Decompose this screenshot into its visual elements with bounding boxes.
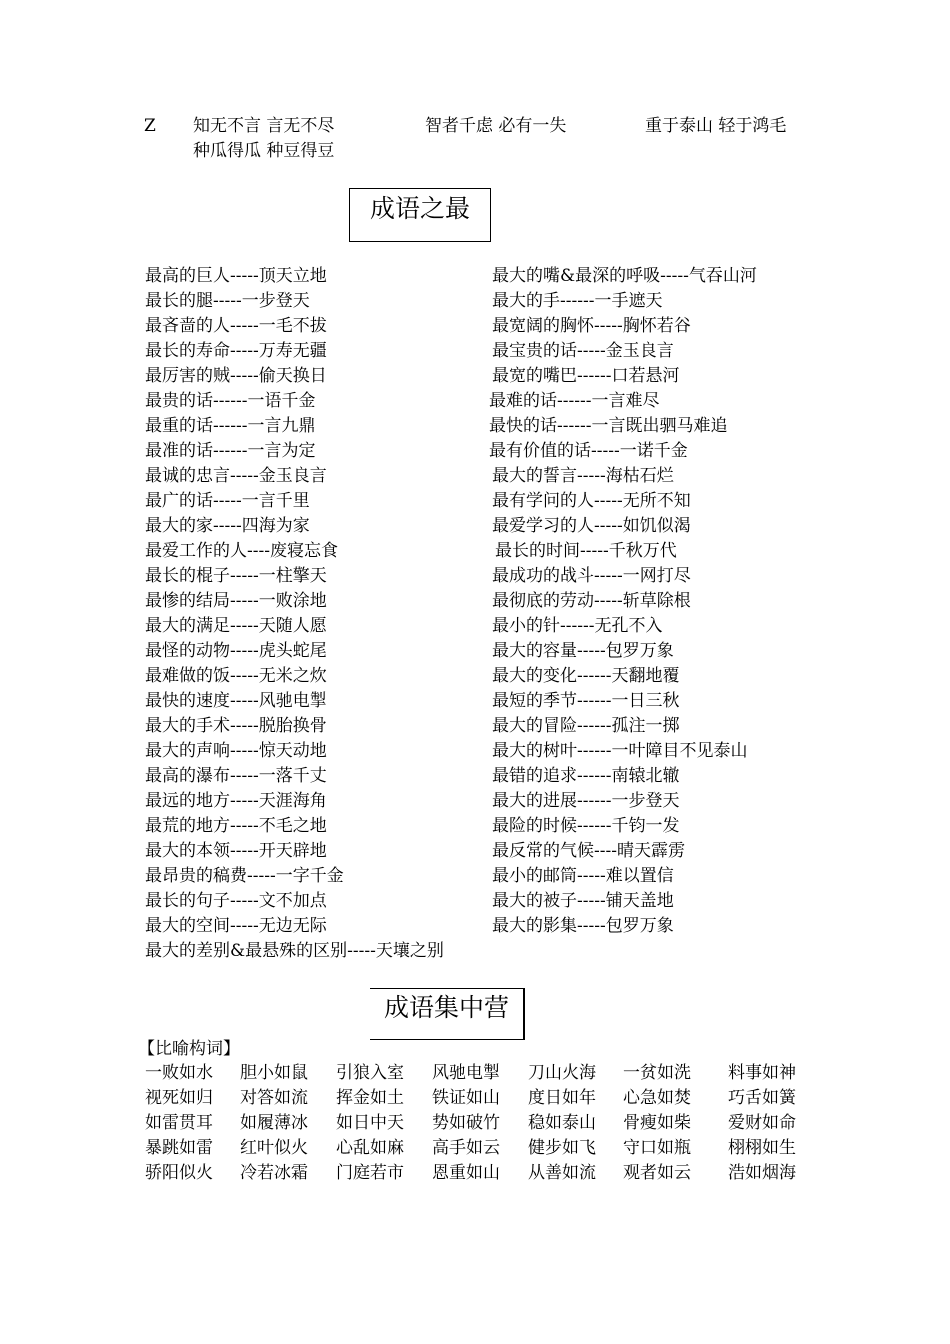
- list-item: 最反常的气候----晴天霹雳: [492, 841, 685, 861]
- list-item: 最快的话------一言既出驷马难追: [489, 416, 728, 436]
- idiom-cell: 引狼入室: [336, 1063, 404, 1083]
- list-item: 最大的嘴&最深的呼吸-----气吞山河: [492, 266, 757, 286]
- list-item: 最吝啬的人-----一毛不拔: [145, 316, 327, 336]
- idiom-cell: 门庭若市: [336, 1163, 404, 1183]
- list-item: 最大的容量-----包罗万象: [492, 641, 674, 661]
- list-item: 最长的腿-----一步登天: [145, 291, 310, 311]
- idiom-cell: 铁证如山: [432, 1088, 500, 1108]
- idiom-cell: 浩如烟海: [728, 1163, 796, 1183]
- idiom-cell: 骨瘦如柴: [623, 1113, 691, 1133]
- idiom-cell: 心急如焚: [623, 1088, 691, 1108]
- idiom-cell: 稳如泰山: [528, 1113, 596, 1133]
- list-item: 最长的棍子-----一柱擎天: [145, 566, 327, 586]
- list-item: 最怪的动物-----虎头蛇尾: [145, 641, 327, 661]
- list-item: 最大的满足-----天随人愿: [145, 616, 327, 636]
- list-item: 最大的空间-----无边无际: [145, 916, 327, 936]
- intro-item-2: 智者千虑 必有一失: [425, 116, 567, 136]
- list-item: 最快的速度-----风驰电掣: [145, 691, 327, 711]
- list-item: 最小的针------无孔不入: [492, 616, 663, 636]
- idiom-cell: 如雷贯耳: [145, 1113, 213, 1133]
- idiom-cell: 高手如云: [432, 1138, 500, 1158]
- list-item: 最大的誓言-----海枯石烂: [492, 466, 674, 486]
- idiom-cell: 如日中天: [336, 1113, 404, 1133]
- list-item: 最有价值的话-----一诺千金: [489, 441, 688, 461]
- idiom-cell: 一贫如洗: [623, 1063, 691, 1083]
- intro-item-1: 知无不言 言无不尽: [193, 116, 335, 136]
- idiom-cell: 视死如归: [145, 1088, 213, 1108]
- section-title: 成语之最: [369, 194, 470, 223]
- list-item: 最小的邮筒-----难以置信: [492, 866, 674, 886]
- idiom-cell: 冷若冰霜: [240, 1163, 308, 1183]
- list-item: 最险的时候------千钧一发: [492, 816, 680, 836]
- intro-item-3: 重于泰山 轻于鸿毛: [645, 116, 787, 136]
- list-item: 最大的声响-----惊天动地: [145, 741, 327, 761]
- section-title-2: 成语集中营: [383, 993, 509, 1022]
- list-item: 最有学问的人-----无所不知: [492, 491, 691, 511]
- idiom-cell: 度日如年: [528, 1088, 596, 1108]
- list-item: 最宝贵的话-----金玉良言: [492, 341, 674, 361]
- list-item: 最高的巨人-----顶天立地: [145, 266, 327, 286]
- idiom-cell: 栩栩如生: [728, 1138, 796, 1158]
- idiom-cell: 一败如水: [145, 1063, 213, 1083]
- list-item: 最厉害的贼-----偷天换日: [145, 366, 327, 386]
- list-item: 最短的季节------一日三秋: [492, 691, 680, 711]
- list-item: 最大的冒险------孤注一掷: [492, 716, 680, 736]
- idiom-cell: 料事如神: [728, 1063, 796, 1083]
- list-item: 最大的进展------一步登天: [492, 791, 680, 811]
- intro-marker: Z: [144, 116, 156, 136]
- idiom-cell: 胆小如鼠: [240, 1063, 308, 1083]
- list-item: 最宽的嘴巴------口若悬河: [492, 366, 680, 386]
- section-title-box: [349, 188, 491, 242]
- idiom-cell: 恩重如山: [432, 1163, 500, 1183]
- idiom-cell: 风驰电掣: [432, 1063, 500, 1083]
- list-item: 最昂贵的稿费-----一字千金: [145, 866, 344, 886]
- list-item: 最大的变化------天翻地覆: [492, 666, 680, 686]
- list-item: 最惨的结局-----一败涂地: [145, 591, 327, 611]
- idiom-cell: 爱财如命: [728, 1113, 796, 1133]
- list-item: 最大的被子-----铺天盖地: [492, 891, 674, 911]
- list-item: 最大的影集-----包罗万象: [492, 916, 674, 936]
- list-item: 最重的话------一言九鼎: [145, 416, 316, 436]
- subsection-heading: 【比喻构词】: [138, 1039, 240, 1059]
- superlatives-left-column: [145, 264, 444, 964]
- idiom-cell: 骄阳似火: [145, 1163, 213, 1183]
- intro-item-4: 种瓜得瓜 种豆得豆: [193, 141, 335, 161]
- list-item: 最长的时间-----千秋万代: [495, 541, 677, 561]
- list-item: 最诚的忠言-----金玉良言: [145, 466, 327, 486]
- list-item: 最准的话------一言为定: [145, 441, 316, 461]
- list-item: 最远的地方-----天涯海角: [145, 791, 327, 811]
- list-item: 最难的话------一言难尽: [489, 391, 660, 411]
- list-item: 最宽阔的胸怀-----胸怀若谷: [492, 316, 691, 336]
- list-item: 最大的家-----四海为家: [145, 516, 310, 536]
- list-item: 最广的话-----一言千里: [145, 491, 310, 511]
- idiom-cell: 暴跳如雷: [145, 1138, 213, 1158]
- idiom-cell: 红叶似火: [240, 1138, 308, 1158]
- idiom-cell: 势如破竹: [432, 1113, 500, 1133]
- idiom-cell: 对答如流: [240, 1088, 308, 1108]
- list-item: 最大的树叶------一叶障目不见泰山: [492, 741, 748, 761]
- idiom-cell: 观者如云: [623, 1163, 691, 1183]
- idiom-cell: 守口如瓶: [623, 1138, 691, 1158]
- section-title-box-2: [370, 988, 525, 1040]
- list-item: 最错的追求------南辕北辙: [492, 766, 680, 786]
- idiom-cell: 健步如飞: [528, 1138, 596, 1158]
- list-item: 最难做的饭-----无米之炊: [145, 666, 327, 686]
- list-item-last: 最大的差别&最悬殊的区别-----天壤之别: [145, 941, 444, 961]
- idiom-cell: 巧舌如簧: [728, 1088, 796, 1108]
- list-item: 最高的瀑布-----一落千丈: [145, 766, 327, 786]
- list-item: 最成功的战斗-----一网打尽: [492, 566, 691, 586]
- list-item: 最大的本领-----开天辟地: [145, 841, 327, 861]
- list-item: 最大的手术-----脱胎换骨: [145, 716, 327, 736]
- list-item: 最彻底的劳动-----斩草除根: [492, 591, 691, 611]
- list-item: 最贵的话------一语千金: [145, 391, 316, 411]
- list-item: 最荒的地方-----不毛之地: [145, 816, 327, 836]
- list-item: 最爱工作的人----废寝忘食: [145, 541, 338, 561]
- list-item: 最爱学习的人-----如饥似渴: [492, 516, 691, 536]
- superlatives-right-column: [489, 264, 757, 939]
- idiom-cell: 从善如流: [528, 1163, 596, 1183]
- list-item: 最大的手------一手遮天: [492, 291, 663, 311]
- list-item: 最长的寿命-----万寿无疆: [145, 341, 327, 361]
- idiom-cell: 刀山火海: [528, 1063, 596, 1083]
- idiom-cell: 如履薄冰: [240, 1113, 308, 1133]
- idiom-cell: 挥金如土: [336, 1088, 404, 1108]
- list-item: 最长的句子-----文不加点: [145, 891, 327, 911]
- idiom-cell: 心乱如麻: [336, 1138, 404, 1158]
